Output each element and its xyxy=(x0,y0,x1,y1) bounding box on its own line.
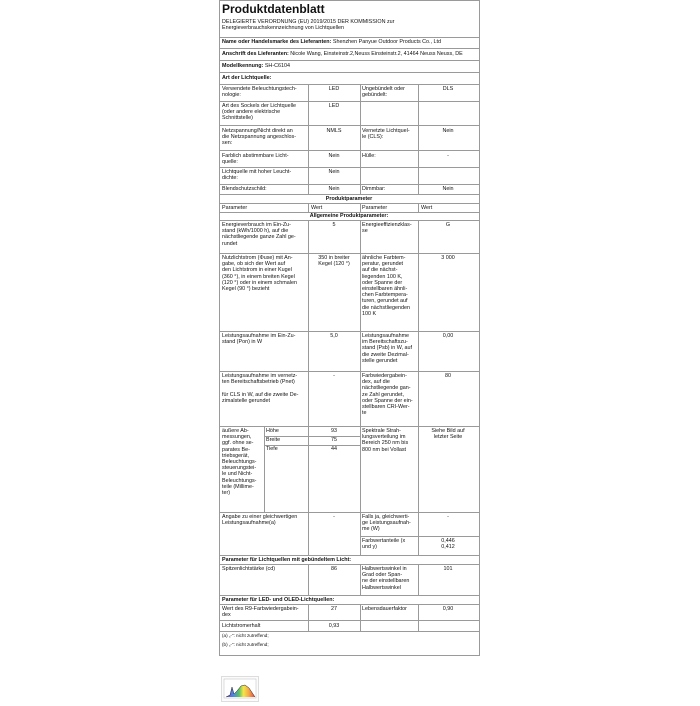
type-row-label-2: Ungebündelt oder gebündelt: xyxy=(362,86,405,99)
led-label: Lichtstromerhalt xyxy=(222,623,261,629)
dims-label: äußere Ab- messungen, ggf. ohne se- parates Be- triebsgerät, Beleuchtungs- steuerungstei- le und Nicht- Beleuchtungs- teile (Millime- ter) xyxy=(222,428,257,497)
param-value: - xyxy=(333,373,335,379)
col-param-header: Parameter xyxy=(222,205,248,211)
param-value-2: 0,00 xyxy=(442,333,454,339)
led-heading: Parameter für LED- und OLED-Lichtquellen: xyxy=(222,597,335,603)
param-label-2: ähnliche Farbtem- peratur, gerundet auf die nächst- liegenden 100 K, oder Spanne der einstellbaren ähnli- chen Farbtempera- turen, gerundet auf die nächstliegenden 100 K xyxy=(362,255,410,317)
param-value-2: 80 xyxy=(445,373,451,379)
param-label: Nutzlichtstrom (Φuse) mit An- gabe, ob sich der Wert auf den Lichtstrom in einer Kugel (360 °), in einem breiten Kegel (120 °) oder in einem schmalen Kegel (90 °) bezieht xyxy=(222,255,297,293)
type-row-value: LED xyxy=(328,86,340,92)
param-label-2: Energieeffizienzklas- se xyxy=(362,222,412,235)
dims-tiefe-label: Tiefe xyxy=(266,446,278,452)
equiv-value: - xyxy=(333,514,335,520)
model-label: Modellkennung: xyxy=(222,63,264,69)
param-label: Energieverbrauch im Ein-Zu- stand (kWh/1000 h), auf die nächstliegende ganze Zahl ge- rundet xyxy=(222,222,296,247)
col-value-header-2: Wert xyxy=(421,205,433,211)
type-row-label-2: Vernetzte Lichtquel- le (CLS): xyxy=(362,128,410,141)
type-row-value-2: Nein xyxy=(442,186,454,192)
led-value-2: 0,90 xyxy=(442,606,454,612)
type-row-value: Nein xyxy=(328,153,340,159)
param-value: 350 in breiter Kegel (120 °) xyxy=(318,255,350,268)
led-value: 0,93 xyxy=(328,623,340,629)
equiv-label: Angabe zu einer gleichwertigen Leistungsaufnahme(a) xyxy=(222,514,298,527)
type-row-value-2: - xyxy=(447,153,449,159)
spectrum-thumbnail xyxy=(221,676,259,702)
equiv-value-2: - xyxy=(447,514,449,520)
params-heading: Produktparameter xyxy=(325,196,373,202)
param-value-2: 3 000 xyxy=(441,255,455,261)
chroma-label: Farbwertanteile (x und y) xyxy=(362,538,406,551)
supplier-name-value: Shenzhen Panyue Outdoor Products Co., Ltd xyxy=(332,39,442,45)
dims-breite-value: 75 xyxy=(331,437,337,443)
param-label-2: Leistungsaufnahme im Bereitschaftszu- stand (Psb) in W, auf die zweite Dezimal- stelle gerundet xyxy=(362,333,413,364)
type-row-label: Art des Sockels der Lichtquelle (oder andere elektrische Schnittstelle) xyxy=(222,103,297,122)
led-label-2: Lebensdauerfaktor xyxy=(362,606,407,612)
supplier-address-label: Anschrift des Lieferanten: xyxy=(222,51,289,57)
supplier-address-value: Nicole Wang, Einsteinstr.2,Neuss Einsteinstr.2, 41464 Neuss Neuss, DE xyxy=(290,51,463,57)
product-data-sheet xyxy=(219,0,479,655)
dims-tiefe-value: 44 xyxy=(331,446,337,452)
led-value: 27 xyxy=(331,606,337,612)
dims-hoehe-label: Höhe xyxy=(266,428,279,434)
type-row-label-2: Hülle: xyxy=(362,153,376,159)
model-value: SH-C6104 xyxy=(264,63,290,69)
directional-value-2: 101 xyxy=(443,566,453,572)
sheet-title: Produktdatenblatt xyxy=(222,2,325,16)
col-value-header: Wert xyxy=(311,205,323,211)
directional-label-2: Halbwertswinkel in Grad oder Span- ne der einstellbaren Halbwertswinkel xyxy=(362,566,410,591)
param-value: 5,0 xyxy=(330,333,338,339)
type-row-label: Lichtquelle mit hoher Leucht- dichte: xyxy=(222,169,292,182)
type-row-label-2: Dimmbar: xyxy=(362,186,386,192)
footnote-b: (b) „-“: nicht zutreffend; xyxy=(222,642,269,647)
spectral-value: Siehe Bild auf letzter Seite xyxy=(431,428,465,441)
chroma-value: 0,446 0,412 xyxy=(441,538,455,551)
type-row-value: NMLS xyxy=(326,128,342,134)
led-label: Wert des R9-Farbwiedergabein- dex xyxy=(222,606,299,619)
directional-value: 86 xyxy=(331,566,337,572)
type-row-label: Blendschutzschild: xyxy=(222,186,267,192)
equiv-label-2: Falls ja, gleichwerti- ge Leistungsaufnah- me (W) xyxy=(362,514,411,533)
spectrum-graph xyxy=(222,677,258,701)
param-label: Leistungsaufnahme im Ein-Zu- stand (Pon) in W xyxy=(222,333,296,346)
param-value-2: G xyxy=(445,222,451,228)
directional-heading: Parameter für Lichtquellen mit gebündeltem Licht: xyxy=(222,557,352,563)
spectral-label: Spektrale Strah- lungsverteilung im Bereich 250 nm bis 800 nm bei Vollast xyxy=(362,428,409,453)
type-section-heading: Art der Lichtquelle: xyxy=(222,75,272,81)
type-row-value: Nein xyxy=(328,169,340,175)
regulation-text: DELEGIERTE VERORDNUNG (EU) 2019/2015 DER KOMMISSION zur Energieverbrauchskennzeichnung von Lichtquellen xyxy=(222,19,395,32)
type-row-value-2: DLS xyxy=(442,86,454,92)
dims-hoehe-value: 93 xyxy=(331,428,337,434)
type-row-label: Farblich abstimmbare Licht- quelle: xyxy=(222,153,289,166)
type-row-value: LED xyxy=(328,103,340,109)
param-label: Leistungsaufnahme im vernetz- ten Bereitschaftsbetrieb (Pnet) für CLS in W, auf die zweite De- zimalstelle gerundet xyxy=(222,373,299,404)
col-param-header-2: Parameter xyxy=(362,205,388,211)
param-label-2: Farbwiedergabein- dex, auf die nächstliegende gan- ze Zahl gerundet, oder Spanne der ein- stellbaren CRI-Wer- te xyxy=(362,373,413,417)
param-value: 5 xyxy=(332,222,336,228)
type-row-value: Nein xyxy=(328,186,340,192)
type-row-label: Netzspannung/Nicht direkt an die Netzspannung angeschlos- sen: xyxy=(222,128,297,147)
directional-label: Spitzenlichtstärke (cd) xyxy=(222,566,276,572)
supplier-name-label: Name oder Handelsmarke des Lieferanten: xyxy=(222,39,332,45)
type-row-value-2: Nein xyxy=(442,128,454,134)
footnote-a: (a) „-“: nicht zutreffend; xyxy=(222,633,269,638)
dims-breite-label: Breite xyxy=(266,437,281,443)
general-params-heading: Allgemeine Produktparameter: xyxy=(309,213,389,219)
type-row-label: Verwendete Beleuchtungstech- nologie: xyxy=(222,86,297,99)
